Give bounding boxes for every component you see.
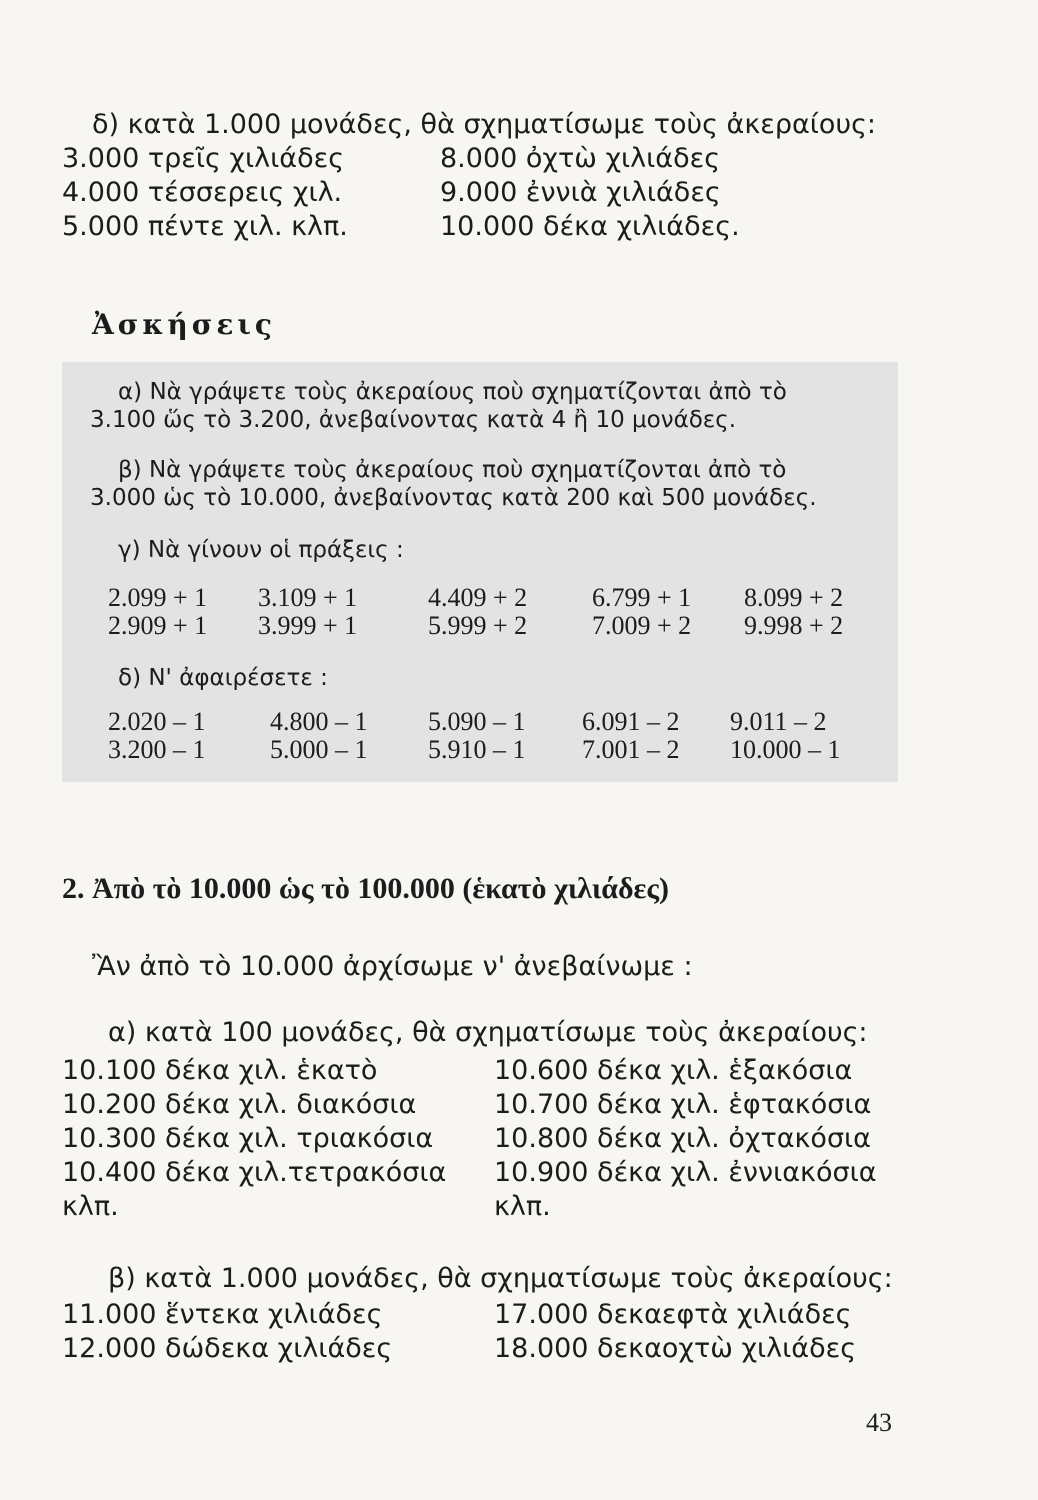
beta-right-column (494, 1298, 856, 1366)
operation: 7.009 + 2 (592, 611, 692, 640)
exercises-heading: Ἀσκήσεις (92, 308, 276, 341)
list-item: 18.000 δεκαοχτὼ χιλιάδες (494, 1333, 857, 1364)
list-item: 10.800 δέκα χιλ. ὀχτακόσια (494, 1123, 871, 1154)
list-item: 9.000 ἐννιὰ χιλιάδες (440, 177, 721, 208)
section1-left-column (62, 142, 348, 244)
list-item: 10.400 δέκα χιλ.τετρακόσια (62, 1157, 447, 1188)
section2-intro: Ἂν ἀπὸ τὸ 10.000 ἀρχίσωμε ν' ἀνεβαίνωμε : (92, 951, 693, 982)
list-item: 4.000 τέσσερεις χιλ. (62, 177, 343, 208)
operation: 9.998 + 2 (744, 611, 844, 640)
list-item: 12.000 δώδεκα χιλιάδες (62, 1333, 393, 1364)
operation: 3.200 – 1 (108, 735, 206, 764)
beta-left-column (62, 1298, 392, 1366)
list-item: 11.000 ἕντεκα χιλιάδες (62, 1299, 383, 1330)
operation: 10.000 – 1 (730, 735, 841, 764)
list-item: 10.700 δέκα χιλ. ἑφτακόσια (494, 1089, 872, 1120)
operation: 5.000 – 1 (270, 735, 368, 764)
operation: 4.800 – 1 (270, 707, 368, 736)
operation: 6.799 + 1 (592, 583, 692, 612)
list-item: 10.200 δέκα χιλ. διακόσια (62, 1089, 417, 1120)
page-number: 43 (866, 1408, 892, 1437)
exercise-a-line2: 3.100 ὥς τὸ 3.200, ἀνεβαίνοντας κατὰ 4 ἢ 10 μονάδες. (90, 407, 737, 433)
operation: 2.909 + 1 (108, 611, 208, 640)
operation: 6.091 – 2 (582, 707, 680, 736)
list-item: 10.100 δέκα χιλ. ἑκατὸ (62, 1055, 378, 1086)
operation: 7.001 – 2 (582, 735, 680, 764)
section1-right-column (440, 142, 740, 244)
list-item: 3.000 τρεῖς χιλιάδες (62, 143, 345, 174)
operation: 2.099 + 1 (108, 583, 208, 612)
operation: 4.409 + 2 (428, 583, 528, 612)
exercise-b-line1: β) Νὰ γράψετε τοὺς ἀκεραίους ποὺ σχηματίζονται ἀπὸ τὸ (118, 457, 787, 483)
exercise-a-line1: α) Νὰ γράψετε τοὺς ἀκεραίους ποὺ σχηματίζονται ἀπὸ τὸ (118, 379, 787, 405)
alpha-intro: α) κατὰ 100 μονάδες, θὰ σχηματίσωμε τοὺς ἀκεραίους: (108, 1017, 868, 1048)
operation: 9.011 – 2 (730, 707, 827, 736)
beta-intro: β) κατὰ 1.000 μονάδες, θὰ σχηματίσωμε τοὺς ἀκεραίους: (108, 1263, 893, 1294)
exercise-b-line2: 3.000 ὡς τὸ 10.000, ἀνεβαίνοντας κατὰ 200 καὶ 500 μονάδες. (90, 485, 817, 511)
operation: 2.020 – 1 (108, 707, 206, 736)
list-item: κλπ. (62, 1191, 119, 1222)
list-item: 8.000 ὀχτὼ χιλιάδες (440, 143, 721, 174)
list-item: 10.000 δέκα χιλιάδες. (440, 211, 740, 242)
alpha-right-column (494, 1054, 877, 1224)
delta-intro: δ) κατὰ 1.000 μονάδες, θὰ σχηματίσωμε τοὺς ἀκεραίους: (92, 109, 877, 140)
operation: 5.910 – 1 (428, 735, 526, 764)
list-item: 5.000 πέντε χιλ. κλπ. (62, 211, 348, 242)
operation: 8.099 + 2 (744, 583, 844, 612)
alpha-left-column (62, 1054, 446, 1224)
list-item: κλπ. (494, 1191, 551, 1222)
operation: 5.090 – 1 (428, 707, 526, 736)
list-item: 17.000 δεκαεφτὰ χιλιάδες (494, 1299, 852, 1330)
section-title: 2. Ἀπὸ τὸ 10.000 ὡς τὸ 100.000 (ἑκατὸ χιλιάδες) (62, 872, 669, 905)
exercises-box (62, 362, 898, 782)
operation: 5.999 + 2 (428, 611, 528, 640)
list-item: 10.300 δέκα χιλ. τριακόσια (62, 1123, 434, 1154)
list-item: 10.900 δέκα χιλ. ἐννιακόσια (494, 1157, 877, 1188)
operation: 3.999 + 1 (258, 611, 358, 640)
list-item: 10.600 δέκα χιλ. ἑξακόσια (494, 1055, 853, 1086)
exercise-c-label: γ) Νὰ γίνουν οἱ πράξεις : (118, 537, 404, 563)
exercise-d-label: δ) Ν' ἀφαιρέσετε : (118, 665, 328, 691)
operation: 3.109 + 1 (258, 583, 358, 612)
